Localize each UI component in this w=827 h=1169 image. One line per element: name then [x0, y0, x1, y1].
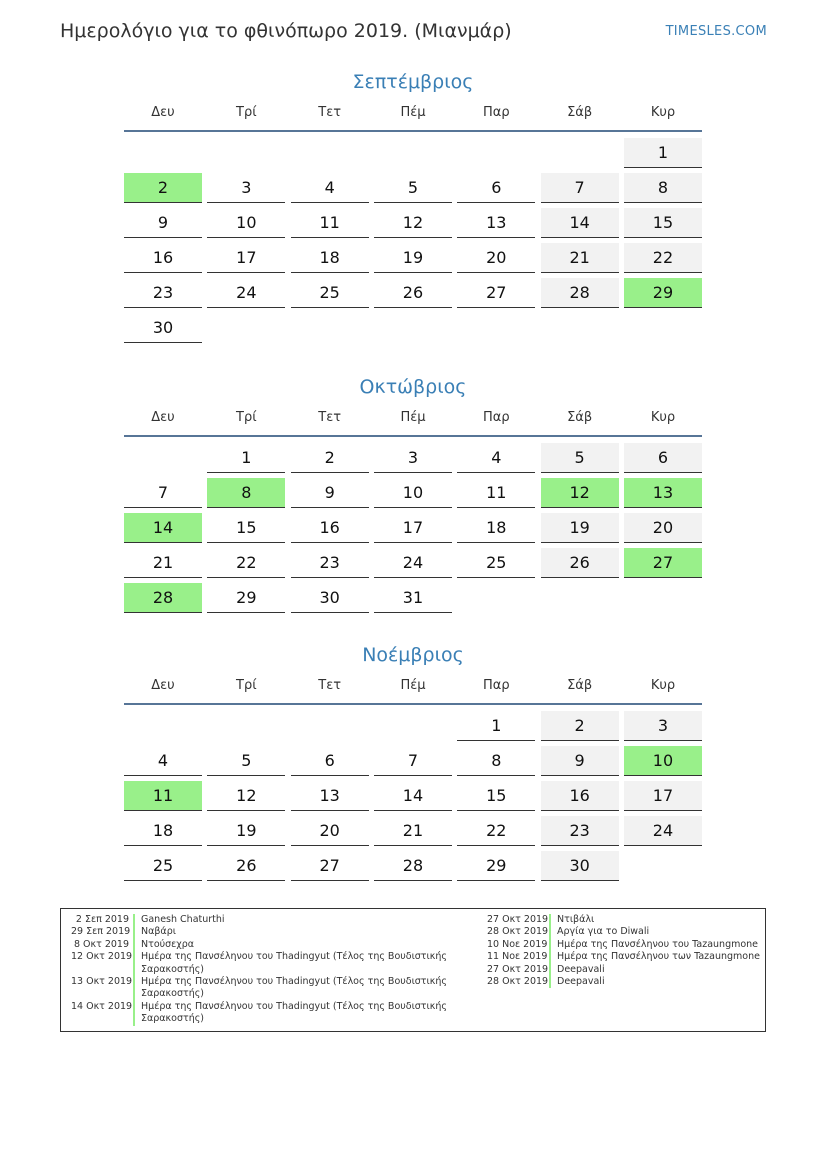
day-cell: 21 [124, 548, 202, 578]
day-cell: 17 [374, 513, 452, 543]
legend-item [487, 926, 762, 938]
weekday-label: Τρί [236, 410, 257, 425]
month-title: Νοέμβριος [362, 644, 464, 666]
day-cell: 24 [624, 816, 702, 846]
legend-date: 13 Οκτ 2019 [71, 976, 133, 988]
day-cell: 7 [541, 173, 619, 203]
day-cell: 8 [457, 746, 535, 776]
day-cell: 8 [624, 173, 702, 203]
day-cell: 28 [541, 278, 619, 308]
header-divider [124, 435, 702, 437]
day-cell: 23 [541, 816, 619, 846]
month-calendar [124, 640, 702, 881]
day-cell: 1 [457, 711, 535, 741]
day-cell: 1 [624, 138, 702, 168]
legend-column-left [71, 914, 451, 1026]
legend-holiday-name: Ganesh Chaturthi [141, 914, 225, 925]
weekday-label: Κυρ [650, 678, 676, 693]
weekday-header [124, 676, 702, 696]
legend-date: 28 Οκτ 2019 [487, 976, 549, 988]
day-cell: 16 [124, 243, 202, 273]
holiday-legend [60, 908, 766, 1032]
day-cell: 5 [374, 173, 452, 203]
day-cell: 26 [207, 851, 285, 881]
day-cell: 21 [541, 243, 619, 273]
day-cell: 11 [291, 208, 369, 238]
day-cell: 28 [374, 851, 452, 881]
empty-cell [291, 711, 369, 740]
day-cell: 7 [374, 746, 452, 776]
day-cell-holiday: 12 [541, 478, 619, 508]
day-cell: 2 [541, 711, 619, 741]
legend-holiday-name: Ντιβάλι [557, 914, 595, 925]
day-cell: 25 [457, 548, 535, 578]
day-cell: 26 [374, 278, 452, 308]
legend-holiday-name: Deepavali [557, 963, 605, 975]
legend-item [71, 926, 451, 938]
weekday-label: Δευ [151, 678, 175, 693]
empty-cell [291, 138, 369, 167]
weekday-label: Πέμ [400, 105, 426, 120]
day-cell: 11 [457, 478, 535, 508]
day-cell: 4 [291, 173, 369, 203]
day-cell: 6 [291, 746, 369, 776]
day-cell: 15 [207, 513, 285, 543]
legend-item [71, 976, 451, 1001]
empty-cell [207, 711, 285, 740]
day-cell-holiday: 8 [207, 478, 285, 508]
legend-holiday-name: Ημέρα της Πανσέληνου του Tazaungmone [557, 938, 759, 950]
legend-date: 11 Νοε 2019 [487, 951, 548, 963]
holiday-marker [549, 951, 551, 963]
empty-cell [457, 138, 535, 167]
day-cell: 13 [457, 208, 535, 238]
weekday-label: Κυρ [650, 410, 676, 425]
day-cell: 12 [207, 781, 285, 811]
day-cell: 16 [541, 781, 619, 811]
weekday-label: Σάβ [567, 410, 593, 425]
legend-holiday-name: Ντούσεχρα [141, 938, 195, 950]
day-cell: 22 [457, 816, 535, 846]
day-cell: 9 [291, 478, 369, 508]
day-cell-holiday: 13 [624, 478, 702, 508]
empty-cell [124, 711, 202, 740]
weekday-label: Παρ [483, 105, 510, 120]
day-grid [124, 443, 702, 613]
day-cell: 1 [207, 443, 285, 473]
day-cell: 29 [457, 851, 535, 881]
day-cell: 7 [124, 478, 202, 508]
holiday-marker [549, 964, 551, 976]
day-cell: 10 [207, 208, 285, 238]
day-cell: 22 [624, 243, 702, 273]
day-cell: 13 [291, 781, 369, 811]
day-cell: 30 [541, 851, 619, 881]
weekday-label: Κυρ [650, 105, 676, 120]
legend-holiday-name: Αργία για το Diwali [557, 926, 650, 938]
weekday-label: Πέμ [400, 678, 426, 693]
holiday-marker [133, 939, 135, 951]
day-cell: 9 [541, 746, 619, 776]
day-cell: 9 [124, 208, 202, 238]
weekday-label: Τρί [236, 678, 257, 693]
brand-link[interactable]: TIMESLES.COM [665, 24, 767, 39]
weekday-label: Δευ [151, 410, 175, 425]
day-cell: 16 [291, 513, 369, 543]
weekday-label: Τετ [318, 678, 342, 693]
day-grid [124, 711, 702, 881]
day-cell: 10 [374, 478, 452, 508]
day-cell: 31 [374, 583, 452, 613]
legend-item [71, 951, 451, 976]
legend-column-right [487, 914, 762, 988]
holiday-marker [133, 976, 135, 1001]
day-cell: 17 [624, 781, 702, 811]
legend-item [487, 976, 762, 988]
weekday-label: Σάβ [567, 105, 593, 120]
empty-cell [207, 138, 285, 167]
legend-date: 29 Σεπ 2019 [71, 926, 131, 938]
weekday-label: Τρί [236, 105, 257, 120]
day-cell: 23 [291, 548, 369, 578]
day-cell: 5 [541, 443, 619, 473]
day-grid [124, 138, 702, 343]
weekday-label: Παρ [483, 678, 510, 693]
legend-item [71, 1001, 451, 1026]
legend-holiday-name: Ημέρα της Πανσέληνου των Tazaungmone [557, 951, 760, 963]
month-calendar [124, 372, 702, 613]
day-cell: 18 [457, 513, 535, 543]
holiday-marker [549, 976, 551, 988]
day-cell: 6 [457, 173, 535, 203]
day-cell: 4 [124, 746, 202, 776]
day-cell: 30 [291, 583, 369, 613]
day-cell: 20 [624, 513, 702, 543]
legend-date: 28 Οκτ 2019 [487, 926, 549, 938]
header-divider [124, 703, 702, 705]
day-cell: 19 [374, 243, 452, 273]
weekday-label: Πέμ [400, 410, 426, 425]
day-cell: 20 [291, 816, 369, 846]
legend-date: 27 Οκτ 2019 [487, 914, 549, 925]
month-title: Σεπτέμβριος [352, 71, 474, 93]
day-cell-holiday: 14 [124, 513, 202, 543]
day-cell: 3 [624, 711, 702, 741]
day-cell: 20 [457, 243, 535, 273]
day-cell: 26 [541, 548, 619, 578]
day-cell-holiday: 2 [124, 173, 202, 203]
day-cell: 30 [124, 313, 202, 343]
legend-item [71, 914, 451, 926]
day-cell: 15 [457, 781, 535, 811]
empty-cell [541, 138, 619, 167]
day-cell: 22 [207, 548, 285, 578]
weekday-label: Τετ [318, 105, 342, 120]
weekday-label: Τετ [318, 410, 342, 425]
day-cell: 24 [207, 278, 285, 308]
day-cell-holiday: 10 [624, 746, 702, 776]
day-cell: 17 [207, 243, 285, 273]
day-cell: 21 [374, 816, 452, 846]
day-cell-holiday: 27 [624, 548, 702, 578]
holiday-marker [549, 939, 551, 951]
legend-date: 10 Νοε 2019 [487, 938, 548, 950]
holiday-marker [549, 914, 551, 926]
holiday-marker [549, 926, 551, 938]
day-cell-holiday: 11 [124, 781, 202, 811]
day-cell: 25 [291, 278, 369, 308]
month-title: Οκτώβριος [359, 376, 467, 398]
day-cell: 14 [541, 208, 619, 238]
day-cell: 27 [457, 278, 535, 308]
holiday-marker [133, 914, 135, 926]
legend-holiday-name: Deepavali [557, 976, 605, 988]
day-cell: 29 [207, 583, 285, 613]
holiday-marker [133, 926, 135, 938]
day-cell: 27 [291, 851, 369, 881]
day-cell: 3 [374, 443, 452, 473]
day-cell: 15 [624, 208, 702, 238]
legend-item [71, 939, 451, 951]
empty-cell [374, 138, 452, 167]
weekday-label: Σάβ [567, 678, 593, 693]
weekday-header [124, 408, 702, 428]
legend-holiday-name: Ναβάρι [141, 926, 176, 938]
header-divider [124, 130, 702, 132]
legend-item [487, 914, 762, 926]
day-cell: 3 [207, 173, 285, 203]
legend-item [487, 951, 762, 963]
day-cell: 5 [207, 746, 285, 776]
day-cell-holiday: 28 [124, 583, 202, 613]
legend-holiday-name: Ημέρα της Πανσέληνου του Thadingyut (Τέλος της Βουδιστικής Σαρακοστής) [141, 1000, 447, 1025]
legend-holiday-name: Ημέρα της Πανσέληνου του Thadingyut (Τέλος της Βουδιστικής Σαρακοστής) [141, 951, 447, 975]
day-cell: 23 [124, 278, 202, 308]
empty-cell [124, 138, 202, 167]
day-cell: 18 [124, 816, 202, 846]
day-cell: 2 [291, 443, 369, 473]
day-cell: 4 [457, 443, 535, 473]
empty-cell [124, 443, 202, 472]
month-calendar [124, 67, 702, 343]
day-cell: 18 [291, 243, 369, 273]
holiday-marker [133, 1001, 135, 1026]
weekday-header [124, 103, 702, 123]
day-cell: 14 [374, 781, 452, 811]
holiday-marker [133, 951, 135, 976]
weekday-label: Δευ [151, 105, 175, 120]
legend-date: 14 Οκτ 2019 [71, 1000, 133, 1012]
empty-cell [374, 711, 452, 740]
day-cell-holiday: 29 [624, 278, 702, 308]
legend-date: 12 Οκτ 2019 [71, 951, 133, 963]
legend-date: 27 Οκτ 2019 [487, 963, 549, 975]
legend-date: 2 Σεπ 2019 [75, 914, 129, 925]
legend-item [487, 939, 762, 951]
legend-item [487, 964, 762, 976]
weekday-label: Παρ [483, 410, 510, 425]
legend-holiday-name: Ημέρα της Πανσέληνου του Thadingyut (Τέλος της Βουδιστικής Σαρακοστής) [141, 976, 447, 1000]
day-cell: 6 [624, 443, 702, 473]
legend-date: 8 Οκτ 2019 [73, 938, 129, 950]
day-cell: 19 [207, 816, 285, 846]
day-cell: 19 [541, 513, 619, 543]
day-cell: 25 [124, 851, 202, 881]
day-cell: 24 [374, 548, 452, 578]
day-cell: 12 [374, 208, 452, 238]
page-title: Ημερολόγιο για το φθινόπωρο 2019. (Μιανμάρ) [60, 20, 512, 42]
